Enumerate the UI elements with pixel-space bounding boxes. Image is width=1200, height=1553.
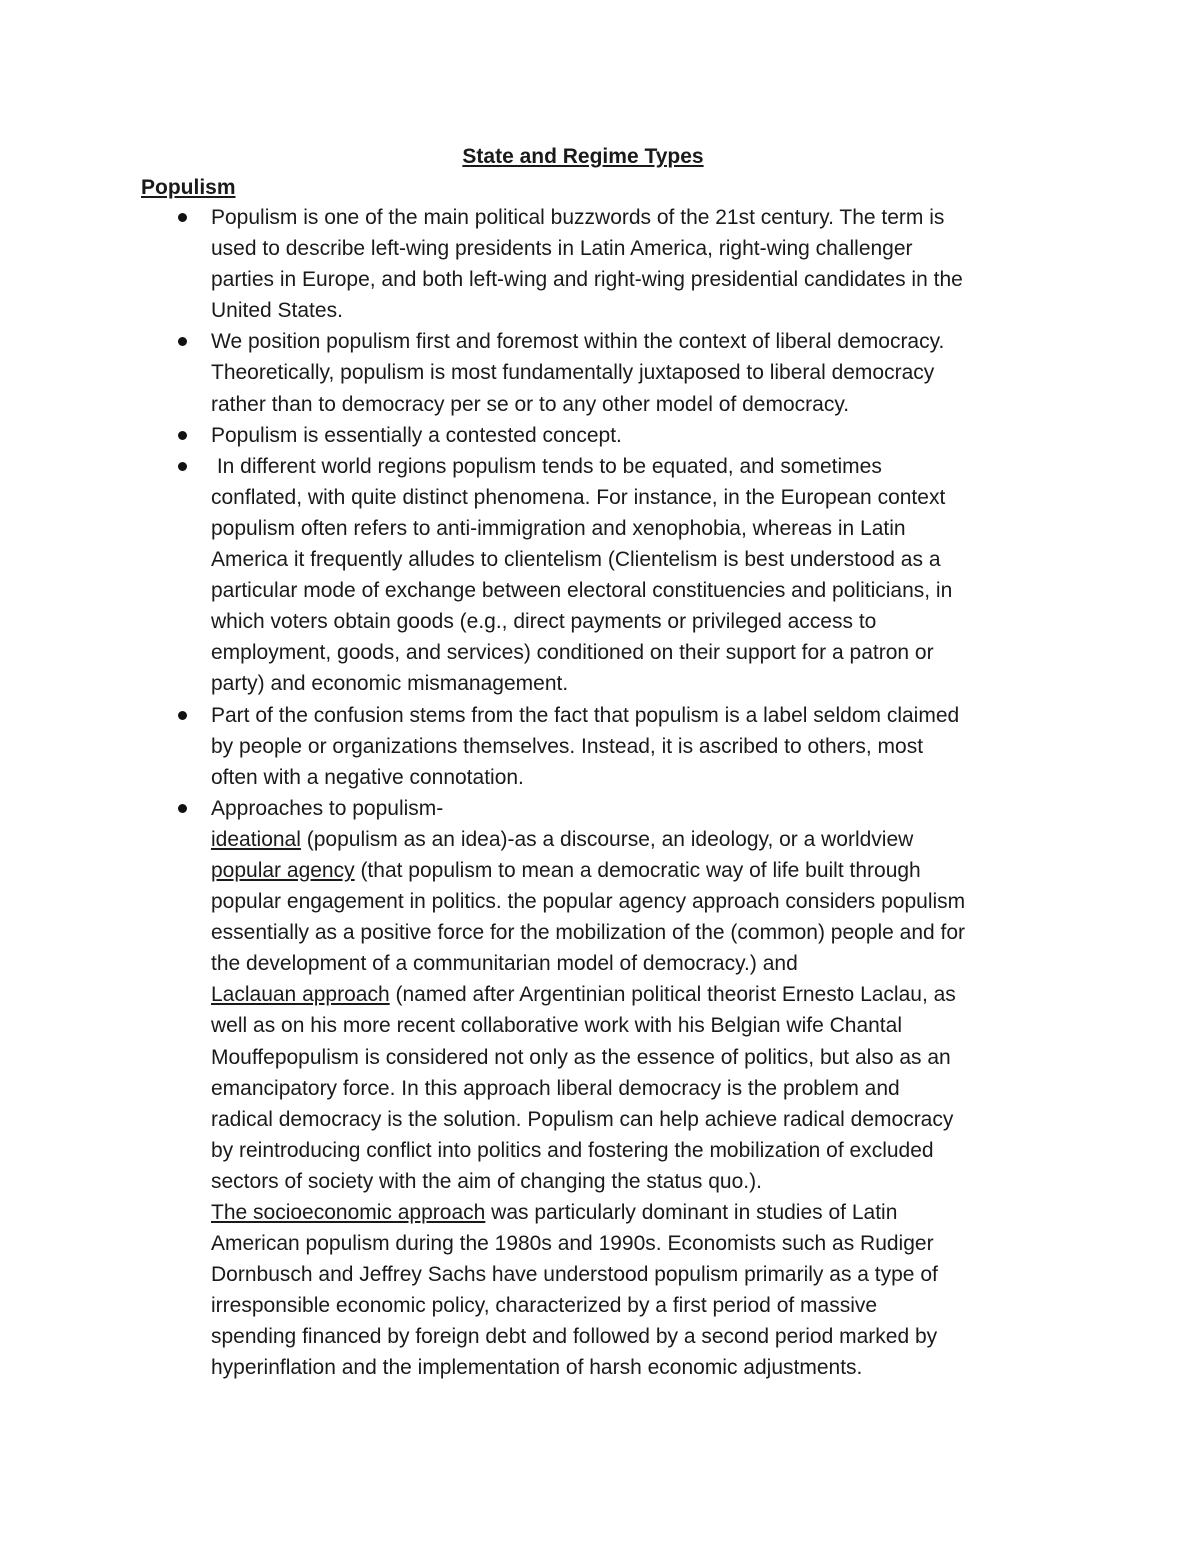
text-line: which voters obtain goods (e.g., direct payments or privileged access to	[211, 610, 877, 634]
laclauan-term: Laclauan approach	[211, 983, 390, 1007]
bullet-item-approaches	[211, 793, 1081, 1384]
text-line: Mouffepopulism is considered not only as the essence of politics, but also as an	[211, 1045, 951, 1069]
bullet-point-icon	[178, 431, 187, 440]
text-line: well as on his more recent collaborative work with his Belgian wife Chantal	[211, 1014, 902, 1038]
text-line: Theoretically, populism is most fundamentally juxtaposed to liberal democracy	[211, 361, 935, 385]
bullet-point-icon	[178, 337, 187, 346]
text-line: employment, goods, and services) conditioned on their support for a patron or	[211, 641, 934, 665]
text-line: party) and economic mismanagement.	[211, 672, 569, 696]
text-line: Part of the confusion stems from the fact that populism is a label seldom claimed	[211, 703, 960, 727]
socioeconomic-description: was particularly dominant in studies of Latin	[485, 1201, 898, 1224]
approaches-intro: Approaches to populism-	[211, 796, 444, 820]
text-line: hyperinflation and the implementation of harsh economic adjustments.	[211, 1356, 863, 1380]
text-line: Populism is one of the main political buzzwords of the 21st century. The term is	[211, 206, 945, 229]
bullet-item-liberal-democracy	[211, 326, 1081, 419]
text-line: spending financed by foreign debt and followed by a second period marked by	[211, 1325, 938, 1349]
text-line: by reintroducing conflict into politics and fostering the mobilization of excluded	[211, 1138, 934, 1162]
text-line: United States.	[211, 299, 343, 323]
bullet-item-buzzword	[211, 202, 1081, 326]
laclauan-description: (named after Argentinian political theorist Ernesto Laclau, as	[389, 983, 956, 1007]
text-line: particular mode of exchange between electoral constituencies and politicians, in	[211, 579, 953, 603]
text-line: conflated, with quite distinct phenomena. For instance, in the European context	[211, 485, 946, 509]
document-title: State and Regime Types	[462, 145, 704, 168]
bullet-point-icon	[178, 213, 187, 222]
socioeconomic-term: The socioeconomic approach	[211, 1201, 486, 1224]
text-line: often with a negative connotation.	[211, 765, 524, 789]
popular-agency-term: popular agency	[211, 858, 355, 882]
text-line: by people or organizations themselves. Instead, it is ascribed to others, most	[211, 734, 924, 758]
text-line: sectors of society with the aim of changing the status quo.).	[211, 1169, 762, 1193]
text-line: the development of a communitarian model of democracy.) and	[211, 952, 798, 976]
ideational-term: ideational	[211, 827, 301, 851]
bullet-item-contested-concept	[211, 420, 1081, 451]
text-line: parties in Europe, and both left-wing and right-wing presidential candidates in the	[211, 268, 963, 292]
text-line: In different world regions populism tends to be equated, and sometimes	[211, 454, 882, 478]
section-heading-populism: Populism	[141, 176, 236, 199]
text-line: popular engagement in politics. the popular agency approach considers populism	[211, 890, 966, 914]
ideational-approach-line	[211, 824, 1081, 855]
text-line: Populism is essentially a contested concept.	[211, 423, 622, 447]
socioeconomic-approach-line	[211, 1197, 1081, 1228]
laclauan-approach-line	[211, 979, 1081, 1010]
text-line: used to describe left-wing presidents in Latin America, right-wing challenger	[211, 237, 913, 261]
popular-agency-approach-line	[211, 855, 1081, 886]
ideational-description: (populism as an idea)-as a discourse, an ideology, or a worldview	[300, 827, 914, 851]
popular-agency-description: (that populism to mean a democratic way of life built through	[354, 858, 921, 882]
text-line: radical democracy is the solution. Populism can help achieve radical democracy	[211, 1107, 954, 1131]
text-line: emancipatory force. In this approach liberal democracy is the problem and	[211, 1076, 900, 1100]
text-line: American populism during the 1980s and 1990s. Economists such as Rudiger	[211, 1232, 934, 1256]
text-line: essentially as a positive force for the mobilization of the (common) people and for	[211, 921, 966, 945]
text-line: Dornbusch and Jeffrey Sachs have understood populism primarily as a type of	[211, 1263, 938, 1287]
text-line: irresponsible economic policy, characterized by a first period of massive	[211, 1294, 878, 1318]
bullet-item-world-regions	[211, 451, 1081, 700]
bullet-item-confusion	[211, 700, 1081, 793]
bullet-point-icon	[178, 804, 187, 813]
text-line: We position populism first and foremost within the context of liberal democracy.	[211, 330, 945, 354]
text-line: America it frequently alludes to clientelism (Clientelism is best understood as a	[211, 548, 941, 572]
text-line: rather than to democracy per se or to any other model of democracy.	[211, 392, 850, 416]
bullet-point-icon	[178, 462, 187, 471]
bullet-point-icon	[178, 711, 187, 720]
populism-bullet-list	[211, 202, 1081, 1384]
text-line: populism often refers to anti-immigration and xenophobia, whereas in Latin	[211, 516, 906, 540]
